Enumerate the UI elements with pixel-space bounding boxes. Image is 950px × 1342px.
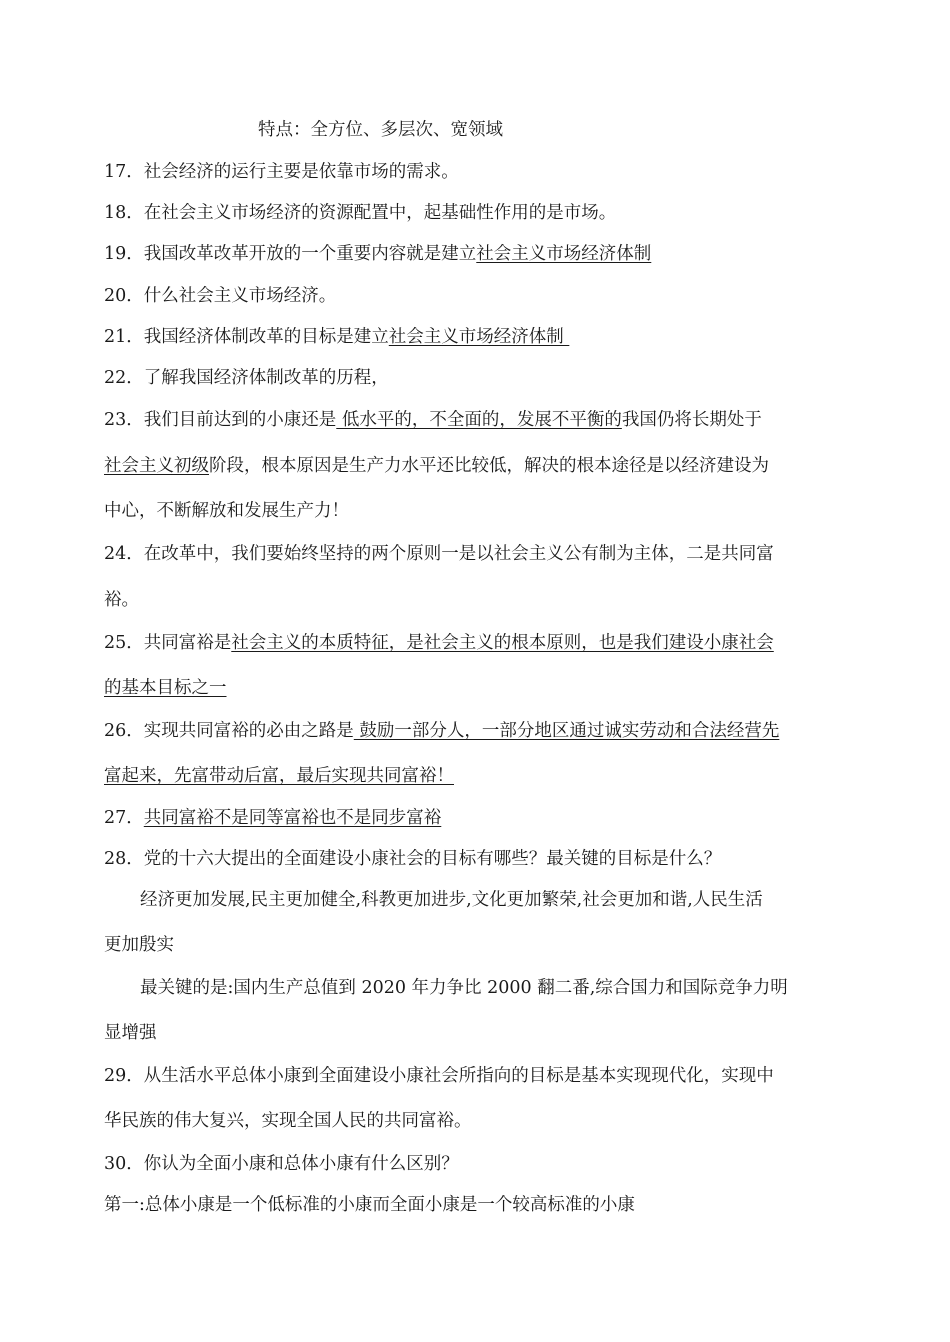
item-28-answer-1-cont: [104, 933, 850, 957]
item-17: [104, 160, 850, 184]
line-text: 28．党的十六大提出的全面建设小康社会的目标有哪些？最关键的目标是什么？: [104, 849, 722, 869]
line-text: 29．从生活水平总体小康到全面建设小康社会所指向的目标是基本实现现代化，实现中: [104, 1066, 774, 1086]
item-29-cont: [104, 1109, 850, 1133]
item-23-cont-2: [104, 499, 850, 523]
item-20: [104, 284, 850, 308]
line-text: 30．你认为全面小康和总体小康有什么区别？: [104, 1154, 459, 1174]
item-25: [104, 631, 850, 655]
line-text: 裕。: [104, 590, 139, 610]
item-26-cont: [104, 764, 850, 788]
underlined-answer: 共同富裕不是同等富裕也不是同步富裕: [143, 808, 442, 828]
line-text: 经济更加发展,民主更加健全,科教更加进步,文化更加繁荣,社会更加和谐,人民生活: [140, 890, 763, 910]
item-21: [104, 325, 850, 349]
line-text: 20．什么社会主义市场经济。: [104, 286, 337, 306]
item-28-answer-1: [140, 888, 850, 912]
item-19: [104, 242, 850, 266]
underlined-answer: 社会主义的本质特征，是社会主义的根本原则，也是我们建设小康社会: [231, 633, 774, 653]
underlined-answer: 社会主义市场经济体制: [476, 244, 652, 264]
line-text: 27．: [104, 808, 144, 828]
line-text: 华民族的伟大复兴，实现全国人民的共同富裕。: [104, 1111, 472, 1131]
line-text: 更加殷实: [104, 935, 174, 955]
item-23: [104, 408, 850, 432]
item-18: [104, 201, 850, 225]
item-29: [104, 1064, 850, 1088]
underlined-answer: 社会主义初级: [104, 456, 209, 476]
item-23-cont: [104, 454, 850, 478]
item-24: [104, 542, 850, 566]
item-27: [104, 806, 850, 830]
underlined-answer: 富起来，先富带动后富，最后实现共同富裕！: [104, 766, 454, 786]
item-22: [104, 366, 850, 390]
heading-features: [258, 118, 850, 142]
line-text: 18．在社会主义市场经济的资源配置中，起基础性作用的是市场。: [104, 203, 617, 223]
line-text: 21．我国经济体制改革的目标是建立: [104, 327, 389, 347]
item-30: [104, 1152, 850, 1176]
item-28-answer-2: [140, 976, 850, 1000]
underlined-answer: 低水平的，不全面的，发展不平衡的: [336, 410, 622, 430]
item-28: [104, 847, 850, 871]
line-text: 阶段，根本原因是生产力水平还比较低，解决的根本途径是以经济建设为: [209, 456, 769, 476]
underlined-answer: 鼓励一部分人，一部分地区通过诚实劳动和合法经营先: [353, 721, 780, 741]
underlined-answer: 的基本目标之一: [104, 678, 227, 698]
line-text: 24．在改革中，我们要始终坚持的两个原则一是以社会主义公有制为主体，二是共同富: [104, 544, 774, 564]
underlined-answer: 社会主义市场经济体制: [388, 327, 570, 347]
line-text: 中心，不断解放和发展生产力！: [104, 501, 349, 521]
line-text: 显增强: [104, 1023, 157, 1043]
line-text: 19．我国改革改革开放的一个重要内容就是建立: [104, 244, 477, 264]
line-text: 25．共同富裕是: [104, 633, 232, 653]
item-30-answer-1: [104, 1193, 850, 1217]
item-26: [104, 719, 850, 743]
item-25-cont: [104, 676, 850, 700]
item-28-answer-2-cont: [104, 1021, 850, 1045]
line-text: 我国仍将长期处于: [621, 410, 762, 430]
item-24-cont: [104, 588, 850, 612]
line-text: 22．了解我国经济体制改革的历程，: [104, 368, 389, 388]
line-text: 17．社会经济的运行主要是依靠市场的需求。: [104, 162, 459, 182]
line-text: 23．我们目前达到的小康还是: [104, 410, 337, 430]
line-text: 第一:总体小康是一个低标准的小康而全面小康是一个较高标准的小康: [104, 1195, 635, 1215]
line-text: 26．实现共同富裕的必由之路是: [104, 721, 354, 741]
line-text: 特点：全方位、多层次、宽领域: [258, 120, 503, 140]
line-text: 最关键的是:国内生产总值到 2020 年力争比 2000 翻二番,综合国力和国际竞争力明: [140, 978, 788, 998]
